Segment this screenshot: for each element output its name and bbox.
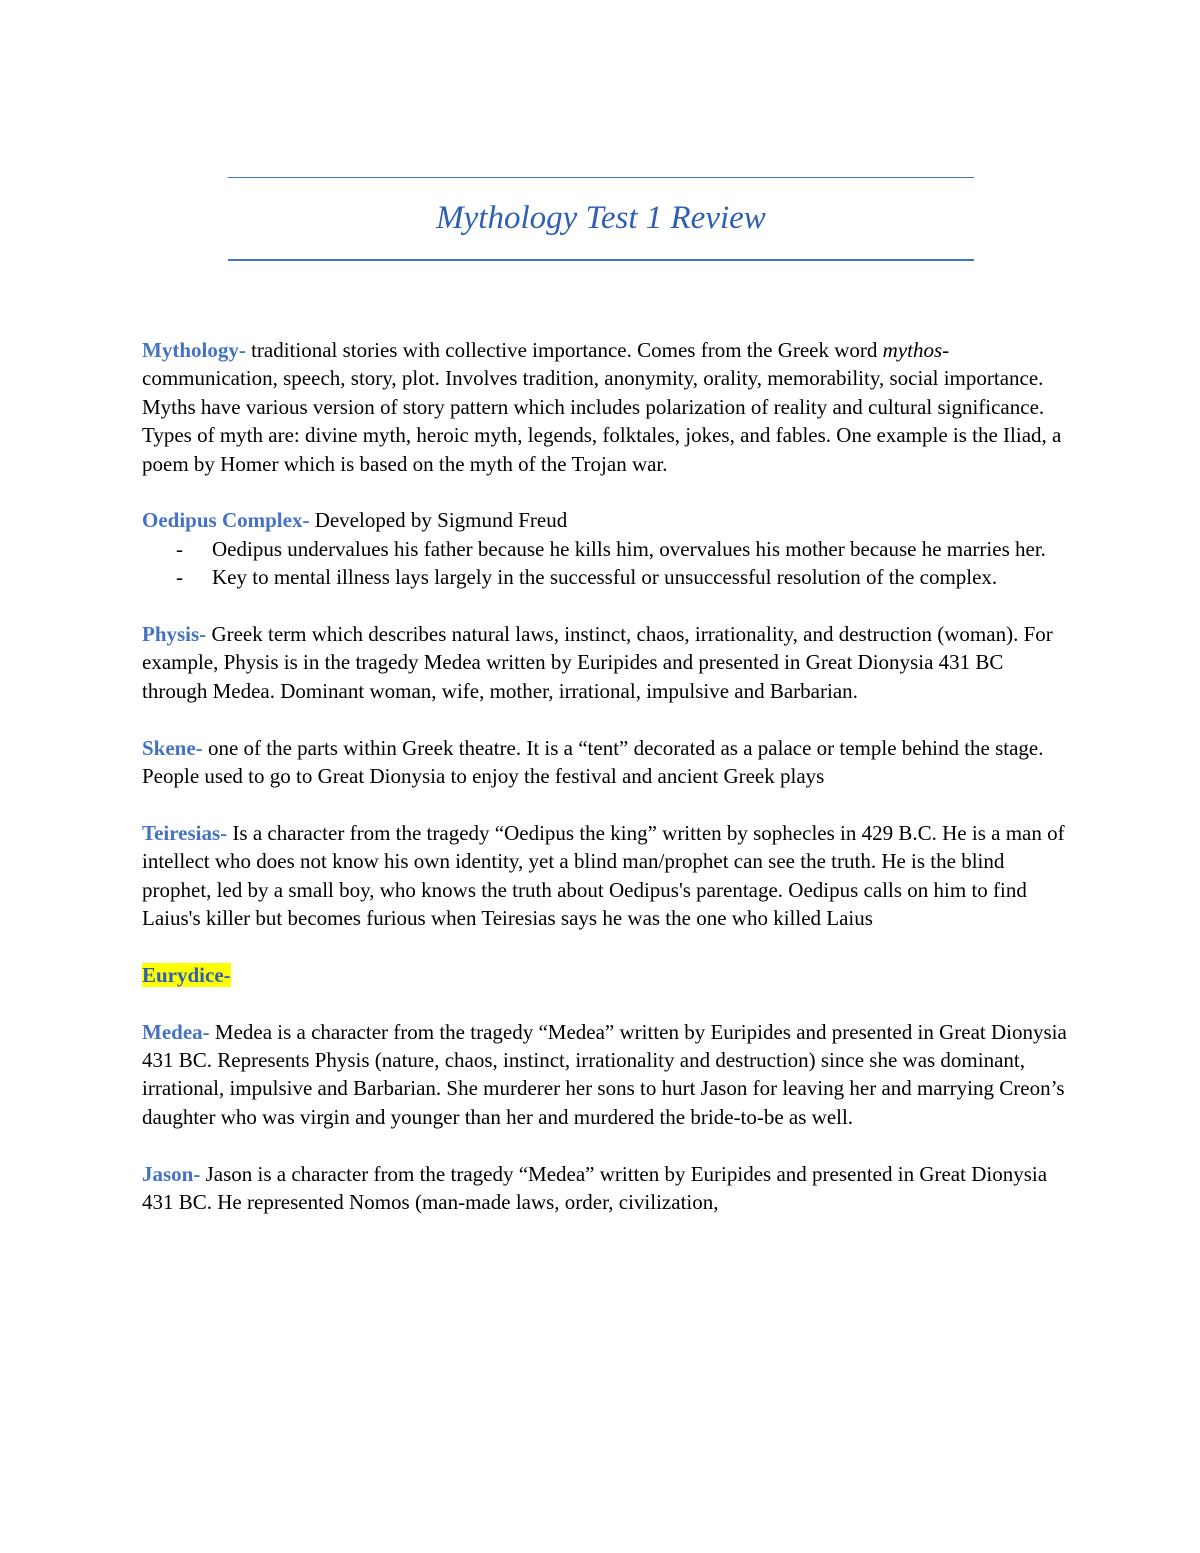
entry-teiresias xyxy=(142,819,1067,933)
entry-eurydice xyxy=(142,961,1067,989)
term-oedipus-complex: Oedipus Complex- xyxy=(142,508,310,533)
definition-medea: Medea is a character from the tragedy “Medea” written by Euripides and presented in Great Dionysia 431 BC. Represents Physis (nature, chaos, instinct, irrationality and destruction) since she was dominant, irrational, impulsive and Barbarian. She murderer her sons to hurt Jason for leaving her and marrying Creon’s daughter who was virgin and younger than her and murdered the bride-to-be as well. xyxy=(142,1019,1067,1129)
definition-physis: Greek term which describes natural laws, instinct, chaos, irrationality, and destruction (woman). For example, Physis is in the tragedy Medea written by Euripides and presented in Great Dionysia 431 BC through Medea. Dominant woman, wife, mother, irrational, impulsive and Barbarian. xyxy=(142,622,1053,703)
term-medea: Medea- xyxy=(142,1019,210,1044)
term-teiresias: Teiresias- xyxy=(142,820,228,845)
oedipus-bullet-list xyxy=(142,535,1067,592)
italic-word-mythos: mythos xyxy=(882,338,943,362)
entry-jason xyxy=(142,1160,1067,1217)
definition-mythology-part-1: traditional stories with collective importance. Comes from the Greek word xyxy=(245,338,883,362)
definition-jason: Jason is a character from the tragedy “Medea” written by Euripides and presented in Great Dionysia 431 BC. He represented Nomos (man-made laws, order, civilization, xyxy=(142,1161,1048,1215)
title-bottom-rule xyxy=(228,259,974,261)
definition-mythology-part-2: - communication, speech, story, plot. Involves tradition, anonymity, orality, memorability, social importance. Myths have various version of story pattern which includes polarization of reality and cultural significance. Types of myth are: divine myth, heroic myth, legends, folktales, jokes, and fables. One example is the Iliad, a poem by Homer which is based on the myth of the Trojan war. xyxy=(142,338,1062,476)
dash-marker: - xyxy=(176,565,183,590)
entry-medea xyxy=(142,1018,1067,1132)
dash-marker: - xyxy=(176,536,183,561)
definition-teiresias: Is a character from the tragedy “Oedipus the king” written by sophecles in 429 B.C. He is a man of intellect who does not know his own identity, yet a blind man/prophet can see the truth. He is the blind prophet, led by a small boy, who knows the truth about Oedipus's parentage. Oedipus calls on him to find Laius's killer but becomes furious when Teiresias says he was the one who killed Laius xyxy=(142,820,1065,931)
entry-skene xyxy=(142,734,1067,791)
document-body xyxy=(142,336,1067,1245)
term-physis: Physis- xyxy=(142,622,207,647)
term-mythology: Mythology- xyxy=(142,338,246,362)
title-top-rule xyxy=(228,177,974,178)
definition-oedipus-complex: Developed by Sigmund Freud xyxy=(309,508,568,533)
bullet-item xyxy=(142,563,1067,591)
term-jason: Jason- xyxy=(142,1161,201,1186)
bullet-item xyxy=(142,535,1067,563)
definition-skene: one of the parts within Greek theatre. It is a “tent” decorated as a palace or temple behind the stage. People used to go to Great Dionysia to enjoy the festival and ancient Greek plays xyxy=(142,735,1044,789)
bullet-text: Key to mental illness lays largely in the successful or unsuccessful resolution of the complex. xyxy=(212,565,998,590)
term-skene: Skene- xyxy=(142,735,203,760)
entry-mythology xyxy=(142,336,1067,478)
page-title: Mythology Test 1 Review xyxy=(436,200,766,236)
bullet-text: Oedipus undervalues his father because he kills him, overvalues his mother because he marries her. xyxy=(212,536,1046,561)
entry-oedipus-complex xyxy=(142,506,1067,534)
term-eurydice: Eurydice- xyxy=(142,962,231,987)
entry-physis xyxy=(142,620,1067,705)
